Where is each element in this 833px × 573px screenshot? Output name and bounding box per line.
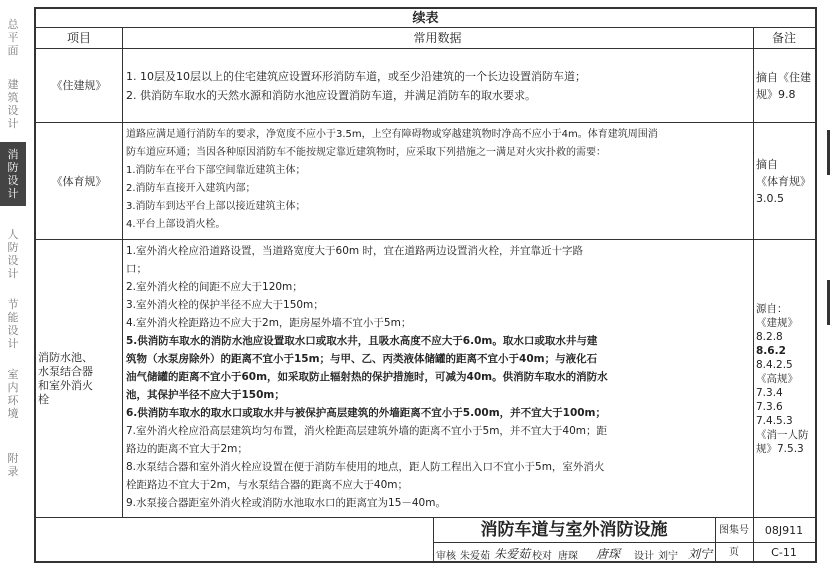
row-item-zhujiangui: 《住建规》	[51, 79, 107, 92]
design-name: 刘宁	[658, 551, 678, 562]
side-tab-3[interactable]	[0, 228, 26, 280]
side-tab-char: 平	[7, 31, 19, 44]
side-tab-char: 内	[7, 381, 19, 394]
side-tab-4[interactable]	[0, 298, 26, 350]
data-line: 油气储罐的距离不宜小于60m，如采取防止辐射热的保护措施时，可减为40m。供消防车取水的消防水	[126, 371, 608, 383]
row-item-tiyugui: 《体育规》	[51, 174, 107, 188]
check-name: 唐琛	[558, 551, 578, 562]
header-data: 常用数据	[413, 30, 462, 45]
row-data-zhujiangui	[126, 49, 751, 122]
side-tab-char: 计	[7, 267, 19, 280]
data-line: 7.室外消火栓应沿高层建筑均匀布置，消火栓距高层建筑外墙的距离不宜小于5m，并不宜大于40m；距	[126, 425, 608, 437]
side-tab-char: 境	[7, 407, 19, 420]
drawing-title: 消防车道与室外消防设施	[480, 519, 668, 540]
side-tab-1[interactable]	[0, 78, 26, 130]
data-line: 口；	[126, 263, 147, 275]
data-line: 1.室外消火栓应沿道路设置，当道路宽度大于60m 时，宜在道路两边设置消火栓，并宜靠近十字路	[126, 245, 583, 257]
data-line: 4.平台上部设消火栓。	[126, 219, 226, 230]
data-line: 栓距路边不宜大于2m，与水泵结合器的距离不应大于40m；	[126, 479, 408, 491]
side-tab-char: 消	[7, 148, 19, 161]
side-tab-char: 筑	[7, 91, 19, 104]
data-line: 池，其保护半径不应大于150m；	[126, 389, 285, 401]
data-line: 6.供消防车取水的取水口或取水井与被保护高层建筑的外墙距离不宜小于5.00m，并不宜大于100m；	[126, 407, 606, 419]
atlas-label: 图集号	[719, 524, 749, 536]
side-tab-char: 防	[7, 241, 19, 254]
side-tab-char: 室	[7, 368, 19, 381]
data-line: 道路应满足通行消防车的要求，净宽度不应小于3.5m，上空有障碍物或穿越建筑物时净高不应小于4m。体育建筑周围消	[126, 129, 658, 140]
row-note-xiaofang: 源自： 《建规》 8.2.8 8.6.2 8.4.2.5 《高规》 7.3.4 7.3.6 7.4.5.3 《消一人防 规》7.5.3	[756, 302, 809, 455]
data-line: 3.室外消火栓的保护半径不应大于150m；	[126, 299, 324, 311]
side-tab-6[interactable]	[0, 452, 26, 478]
side-tab-char: 设	[7, 324, 19, 337]
data-line: 路边的距离不宜大于2m；	[126, 443, 248, 455]
side-tab-char: 建	[7, 78, 19, 91]
check-signature: 唐琛	[596, 547, 621, 561]
data-line: 2.消防车直接开入建筑内部；	[126, 183, 256, 194]
side-tab-char: 防	[7, 161, 19, 174]
side-tab-0[interactable]	[0, 18, 26, 57]
margin-mark	[827, 280, 830, 325]
review-signature: 朱爱茹	[494, 547, 531, 561]
data-line: 1.消防车在平台下部空间靠近建筑主体；	[126, 165, 306, 176]
data-line: 防车道应环通；当因各种原因消防车不能按规定靠近建筑物时，应采取下列措施之一满足对火灾扑救的需要：	[126, 147, 606, 158]
table-title: 续表	[412, 10, 439, 26]
row-data-tiyugui	[126, 126, 751, 238]
side-tab-char: 录	[7, 465, 19, 478]
side-tab-5[interactable]	[0, 368, 26, 420]
side-navigation	[0, 0, 26, 573]
side-tab-char: 计	[7, 117, 19, 130]
side-tab-char: 面	[7, 44, 19, 57]
review-name: 朱爱茹	[460, 551, 490, 562]
page-label: 页	[729, 546, 739, 558]
side-tab-2[interactable]	[0, 142, 26, 206]
header-note: 备注	[771, 30, 796, 45]
design-label: 设计	[634, 551, 654, 562]
header-item: 项目	[66, 30, 91, 45]
side-tab-char: 环	[7, 394, 19, 407]
data-line: 9.水泵接合器距室外消火栓或消防水池取水口的距离宜为15－40m。	[126, 497, 446, 509]
side-tab-char: 设	[7, 104, 19, 117]
row-data-xiaofang	[126, 242, 751, 516]
side-tab-char: 设	[7, 254, 19, 267]
data-line: 2.室外消火栓的间距不应大于120m；	[126, 281, 303, 293]
review-label: 审核	[436, 551, 456, 562]
side-tab-char: 能	[7, 311, 19, 324]
data-line: 4.室外消火栓距路边不应大于2m，距房屋外墙不宜小于5m；	[126, 317, 412, 329]
side-tab-char: 附	[7, 452, 19, 465]
data-line: 8.水泵结合器和室外消火栓应设置在便于消防车使用的地点，距人防工程出入口不宜小于5m，室外消火	[126, 461, 605, 473]
data-line: 2. 供消防车取水的天然水源和消防水池应设置消防车道，并满足消防车的取水要求。	[126, 88, 536, 102]
data-line: 5.供消防车取水的消防水池应设置取水口或取水井，且吸水高度不应大于6.0m。取水口或取水井与建	[126, 335, 598, 347]
data-line: 3.消防车到达平台上部以接近建筑主体；	[126, 201, 306, 212]
row-item-xiaofang: 消防水池、 水泵结合器 和室外消火 栓	[38, 350, 93, 406]
design-signature: 刘宁	[688, 547, 713, 561]
atlas-number: 08J911	[764, 523, 804, 537]
page-number: C-11	[771, 545, 797, 559]
row-note-tiyugui: 摘自 《体育规》 3.0.5	[756, 157, 811, 205]
side-tab-char: 总	[7, 18, 19, 31]
side-tab-char: 节	[7, 298, 19, 311]
data-line: 1. 10层及10层以上的住宅建筑应设置环形消防车道，或至少沿建筑的一个长边设置消防车道；	[126, 69, 586, 83]
side-tab-char: 计	[7, 187, 19, 200]
data-line: 筑物（水泵房除外）的距离不宜小于15m；与甲、乙、丙类液体储罐的距离不宜小于40m；与液化石	[126, 353, 598, 365]
check-label: 校对	[532, 551, 552, 562]
row-note-zhujiangui: 摘自《住建 规》9.8	[756, 70, 811, 101]
margin-mark	[827, 130, 830, 175]
side-tab-char: 人	[7, 228, 19, 241]
side-tab-char: 设	[7, 174, 19, 187]
side-tab-char: 计	[7, 337, 19, 350]
drawing-sheet	[34, 7, 817, 563]
